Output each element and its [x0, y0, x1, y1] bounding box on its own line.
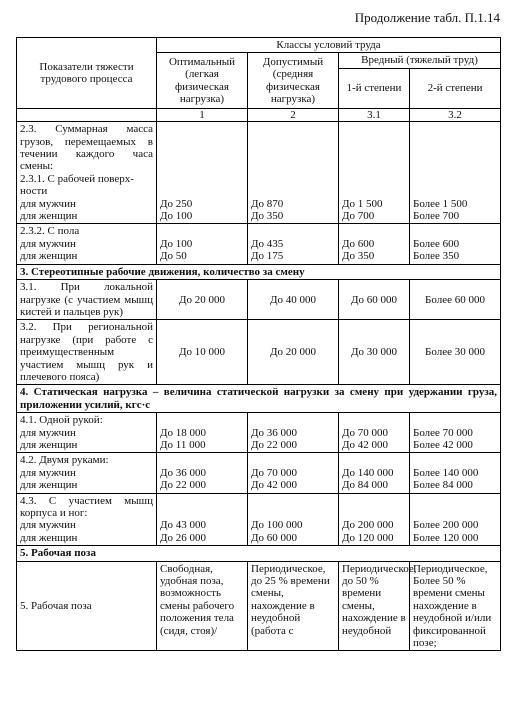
value-women: До 42 000 [342, 438, 389, 451]
value-men: Более 600 [413, 237, 460, 250]
row-label: 3.1. При локальной нагрузке (с участием мышц кистей и пальцев рук) [17, 280, 157, 320]
cell-harmful-1: До 30 000 [339, 320, 410, 385]
cell-acceptable: До 20 000 [248, 320, 339, 385]
cell-acceptable [248, 413, 339, 453]
column-number-3-2: 3.2 [410, 108, 501, 121]
section-row-5 [17, 546, 501, 561]
row-label: 3.2. При региональной нагрузке (при работе с преимущественным участием мышц рук и плечевого пояса) [17, 320, 157, 385]
table-row-3-2 [17, 320, 501, 385]
cell-harmful-1 [339, 493, 410, 546]
column-number-2: 2 [248, 108, 339, 121]
cell-optimal [157, 224, 248, 264]
cell-acceptable [248, 224, 339, 264]
row-label: 5. Рабочая поза [17, 561, 157, 651]
value-women: До 50 [160, 250, 187, 263]
value-men: До 36 000 [160, 466, 207, 479]
acceptable-header: Допустимый (средняя физическая нагрузка) [248, 53, 339, 108]
table-row-4-1 [17, 413, 501, 453]
row-label [17, 453, 157, 493]
row-label-men: для мужчин [20, 466, 76, 479]
row-label-text: 4.1. Одной рукой: [20, 414, 103, 427]
value-women: Более 350 [413, 250, 460, 263]
value-men: До 1 500 [342, 197, 383, 210]
section-title: 5. Рабочая поза [17, 546, 501, 561]
row-label-men: для мужчин [20, 519, 76, 532]
degree-2-header: 2-й степени [410, 68, 501, 108]
row-label-men: для мужчин [20, 426, 76, 439]
value-women: До 175 [251, 250, 284, 263]
table-row-2-3-2 [17, 224, 501, 264]
column-number-row [17, 108, 501, 121]
value-women: До 350 [251, 210, 284, 223]
row-label-women: для женщин [20, 479, 78, 492]
cell-acceptable [248, 453, 339, 493]
cell-acceptable: Периодическое, до 25 % времени смены, нахождение в неудобной (работа с [248, 561, 339, 651]
value-women: До 100 [160, 210, 193, 223]
column-number-empty [17, 108, 157, 121]
value-men: До 200 000 [342, 519, 394, 532]
cell-optimal: До 10 000 [157, 320, 248, 385]
table-caption: Продолжение табл. П.1.14 [354, 10, 500, 25]
value-women: До 60 000 [251, 531, 298, 544]
value-women: До 22 000 [160, 479, 207, 492]
cell-acceptable [248, 122, 339, 224]
row-label-text: 2.3.1. С рабочей поверх- [20, 172, 134, 185]
value-men: До 100 [160, 237, 193, 250]
header-row-1 [17, 38, 501, 53]
value-men: До 70 000 [342, 426, 389, 439]
value-men: До 36 000 [251, 426, 298, 439]
cell-harmful-1 [339, 122, 410, 224]
work-severity-table [16, 37, 501, 651]
value-men: Более 140 000 [413, 466, 479, 479]
cell-optimal [157, 493, 248, 546]
row-label-text: 2.3.2. С пола [20, 225, 80, 238]
cell-harmful-2 [410, 224, 501, 264]
table-row-2-3-1 [17, 122, 501, 224]
cell-harmful-2 [410, 493, 501, 546]
section-row-4 [17, 385, 501, 413]
cell-optimal: До 20 000 [157, 280, 248, 320]
row-label-women: для женщин [20, 531, 78, 544]
value-women: До 26 000 [160, 531, 207, 544]
cell-harmful-2 [410, 413, 501, 453]
value-men: Более 70 000 [413, 426, 473, 439]
value-men: До 70 000 [251, 466, 298, 479]
cell-harmful-1 [339, 224, 410, 264]
value-men: До 43 000 [160, 519, 207, 532]
value-women: Более 700 [413, 210, 460, 223]
row-label-men: для мужчин [20, 237, 76, 250]
value-women: До 22 000 [251, 438, 298, 451]
value-women: Более 42 000 [413, 438, 473, 451]
value-women: Более 120 000 [413, 531, 479, 544]
cell-harmful-1 [339, 453, 410, 493]
value-men: До 140 000 [342, 466, 394, 479]
cell-optimal [157, 122, 248, 224]
harmful-header: Вредный (тяжелый труд) [339, 53, 501, 68]
value-women: До 120 000 [342, 531, 394, 544]
cell-harmful-2: Более 30 000 [410, 320, 501, 385]
value-men: До 18 000 [160, 426, 207, 439]
cell-harmful-2: Более 60 000 [410, 280, 501, 320]
cell-harmful-2 [410, 453, 501, 493]
column-number-1: 1 [157, 108, 248, 121]
optimal-header: Оптимальный (легкая физическая нагрузка) [157, 53, 248, 108]
row-label [17, 122, 157, 224]
value-women: До 84 000 [342, 479, 389, 492]
row-label-text: 4.3. С участием мышц корпуса и ног: [20, 494, 153, 519]
value-women: До 11 000 [160, 438, 206, 451]
row-label-text: 2.3. Суммарная масса грузов, перемещаемых в течении каждого часа смены: [20, 123, 153, 173]
cell-acceptable [248, 493, 339, 546]
value-men: Более 200 000 [413, 519, 479, 532]
value-women: Более 84 000 [413, 479, 473, 492]
cell-harmful-1 [339, 413, 410, 453]
classes-header: Классы условий труда [157, 38, 501, 53]
indicator-header: Показатели тяжести трудового процесса [17, 38, 157, 109]
row-label [17, 493, 157, 546]
cell-harmful-2 [410, 122, 501, 224]
cell-optimal [157, 453, 248, 493]
value-men: Более 1 500 [413, 197, 468, 210]
row-label-text: ности [20, 185, 48, 198]
value-men: До 100 000 [251, 519, 303, 532]
cell-optimal [157, 413, 248, 453]
row-label-women: для женщин [20, 438, 78, 451]
row-label [17, 413, 157, 453]
value-men: До 250 [160, 197, 193, 210]
value-women: До 350 [342, 250, 375, 263]
value-women: До 700 [342, 210, 375, 223]
cell-harmful-1: До 60 000 [339, 280, 410, 320]
value-men: До 600 [342, 237, 375, 250]
column-number-3-1: 3.1 [339, 108, 410, 121]
table-row-3-1 [17, 280, 501, 320]
row-label-women: для женщин [20, 250, 78, 263]
table-row-5 [17, 561, 501, 651]
table-row-4-3 [17, 493, 501, 546]
value-men: До 435 [251, 237, 284, 250]
value-men: До 870 [251, 197, 284, 210]
value-women: До 42 000 [251, 479, 298, 492]
section-title: 3. Стереотипные рабочие движения, количество за смену [17, 264, 501, 279]
row-label-men: для мужчин [20, 197, 76, 210]
cell-optimal: Свободная, удобная поза, возможность смены рабочего положения тела (сидя, стоя)/ [157, 561, 248, 651]
row-label-women: для женщин [20, 210, 78, 223]
cell-harmful-2: Периодическое, Более 50 % времени смены нахождение в неудобной и/или фиксированной позе; [410, 561, 501, 651]
table-row-4-2 [17, 453, 501, 493]
section-row-3 [17, 264, 501, 279]
degree-1-header: 1-й степени [339, 68, 410, 108]
row-label-text: 4.2. Двумя руками: [20, 454, 109, 467]
row-label [17, 224, 157, 264]
cell-harmful-1: Периодическое, до 50 % времени смены, нахождение в неудобной [339, 561, 410, 651]
section-title: 4. Статическая нагрузка – величина статической нагрузки за смену при удержании груза, приложении усилий, кгс·с [17, 385, 501, 413]
cell-acceptable: До 40 000 [248, 280, 339, 320]
